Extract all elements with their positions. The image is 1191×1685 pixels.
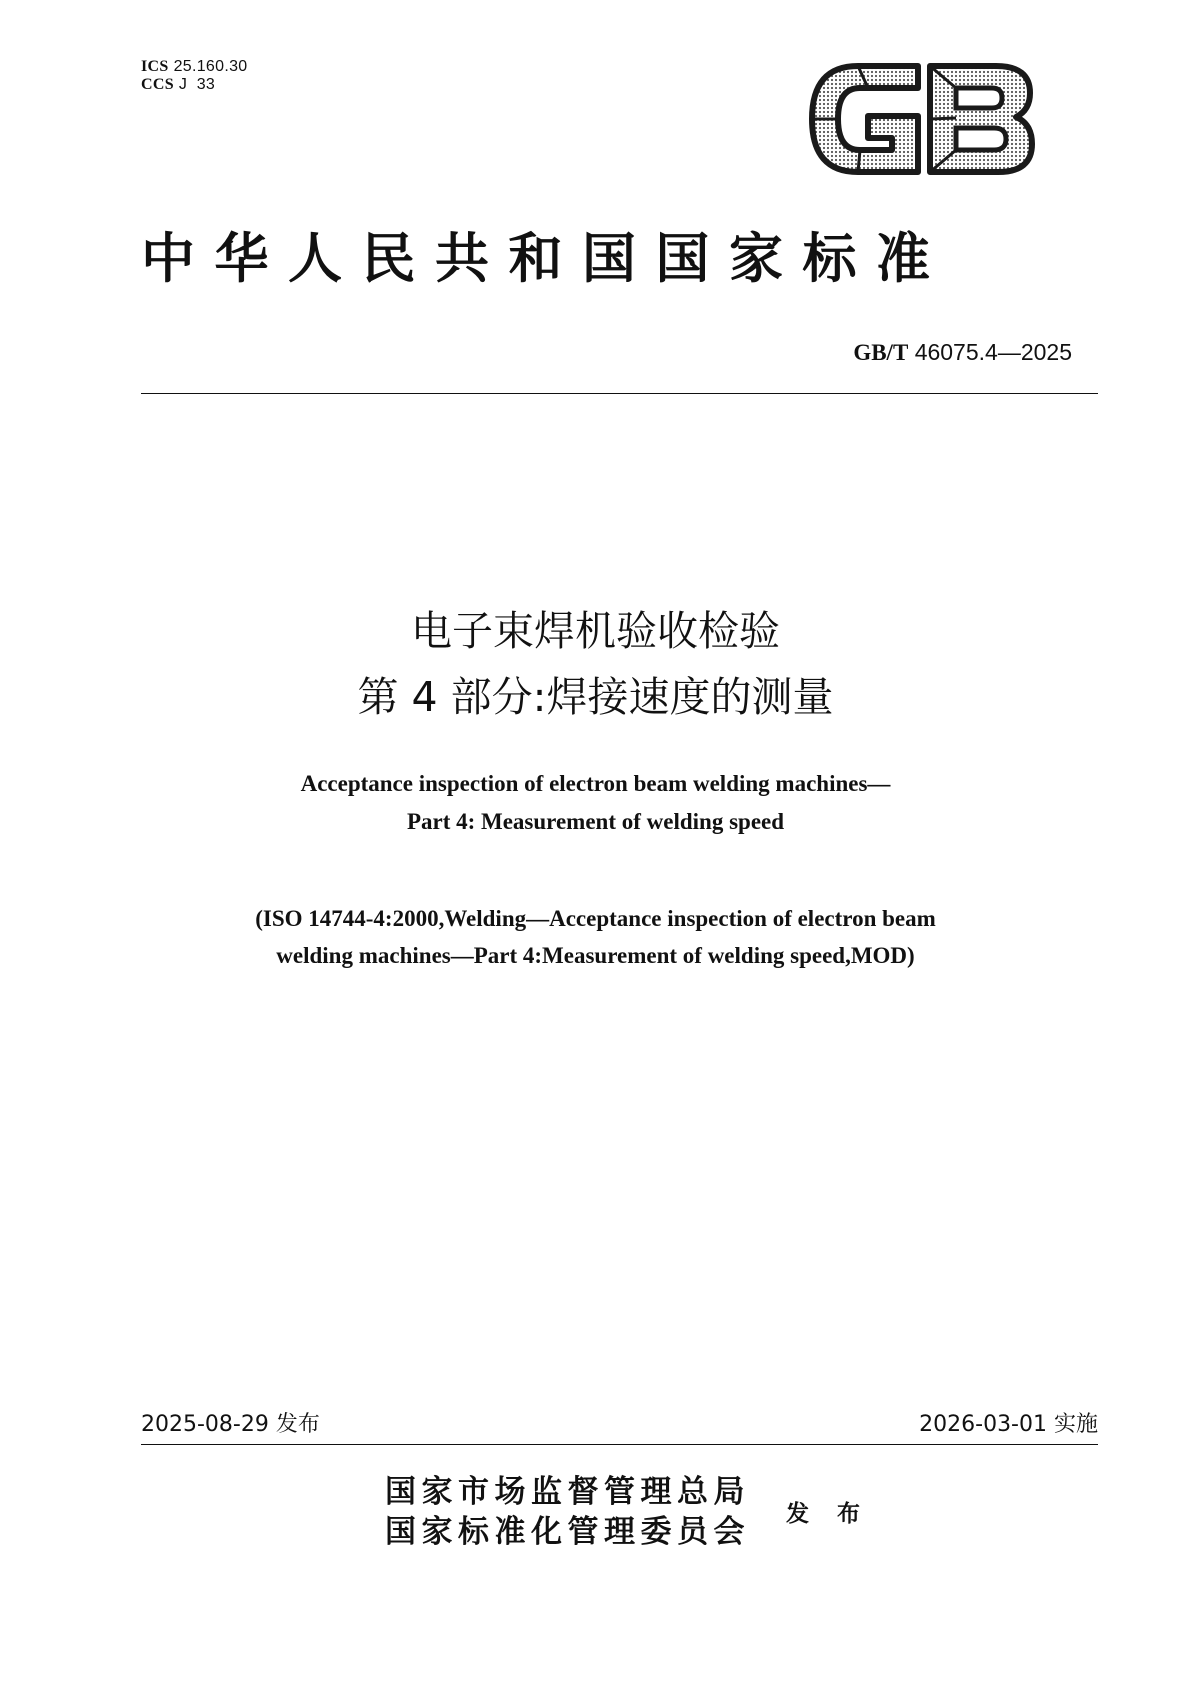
publish-date: 2025-08-29 发布 <box>141 1412 320 1437</box>
standard-prefix: GB/T <box>853 340 909 365</box>
standard-number-value: 46075.4—2025 <box>914 339 1072 365</box>
issue-verb: 发 布 <box>786 1500 871 1527</box>
title-zh-line2: 第 4 部分:焊接速度的测量 <box>357 673 834 721</box>
adoption-line2: welding machines—Part 4:Measurement of welding speed,MOD) <box>276 943 915 968</box>
standard-number <box>853 338 1072 367</box>
ics-label: ICS <box>141 58 169 75</box>
title-en-line2: Part 4: Measurement of welding speed <box>406 809 785 834</box>
issuer-sac: 国家标准化管理委员会 <box>385 1514 750 1550</box>
ics-value: 25.160.30 <box>173 58 248 75</box>
header-divider <box>141 393 1098 394</box>
logo-letter-g <box>812 66 918 172</box>
gb-logo <box>806 58 1038 180</box>
title-zh-line1: 电子束焊机验收检验 <box>411 607 780 655</box>
issuer-samr: 国家市场监督管理总局 <box>385 1474 750 1510</box>
ccs-label: CCS <box>141 76 174 93</box>
title-en-line1: Acceptance inspection of electron beam welding machines— <box>300 771 891 796</box>
implement-date: 2026-03-01 实施 <box>919 1412 1098 1437</box>
footer-divider <box>141 1444 1098 1445</box>
adoption-line1: (ISO 14744-4:2000,Welding—Acceptance inspection of electron beam <box>255 906 936 931</box>
ccs-code <box>141 76 215 94</box>
logo-letter-b <box>930 66 1032 172</box>
national-standard-heading: 中华人民共和国国家标准 <box>141 226 950 290</box>
ics-code <box>141 58 247 76</box>
ccs-value: J 33 <box>178 76 216 93</box>
